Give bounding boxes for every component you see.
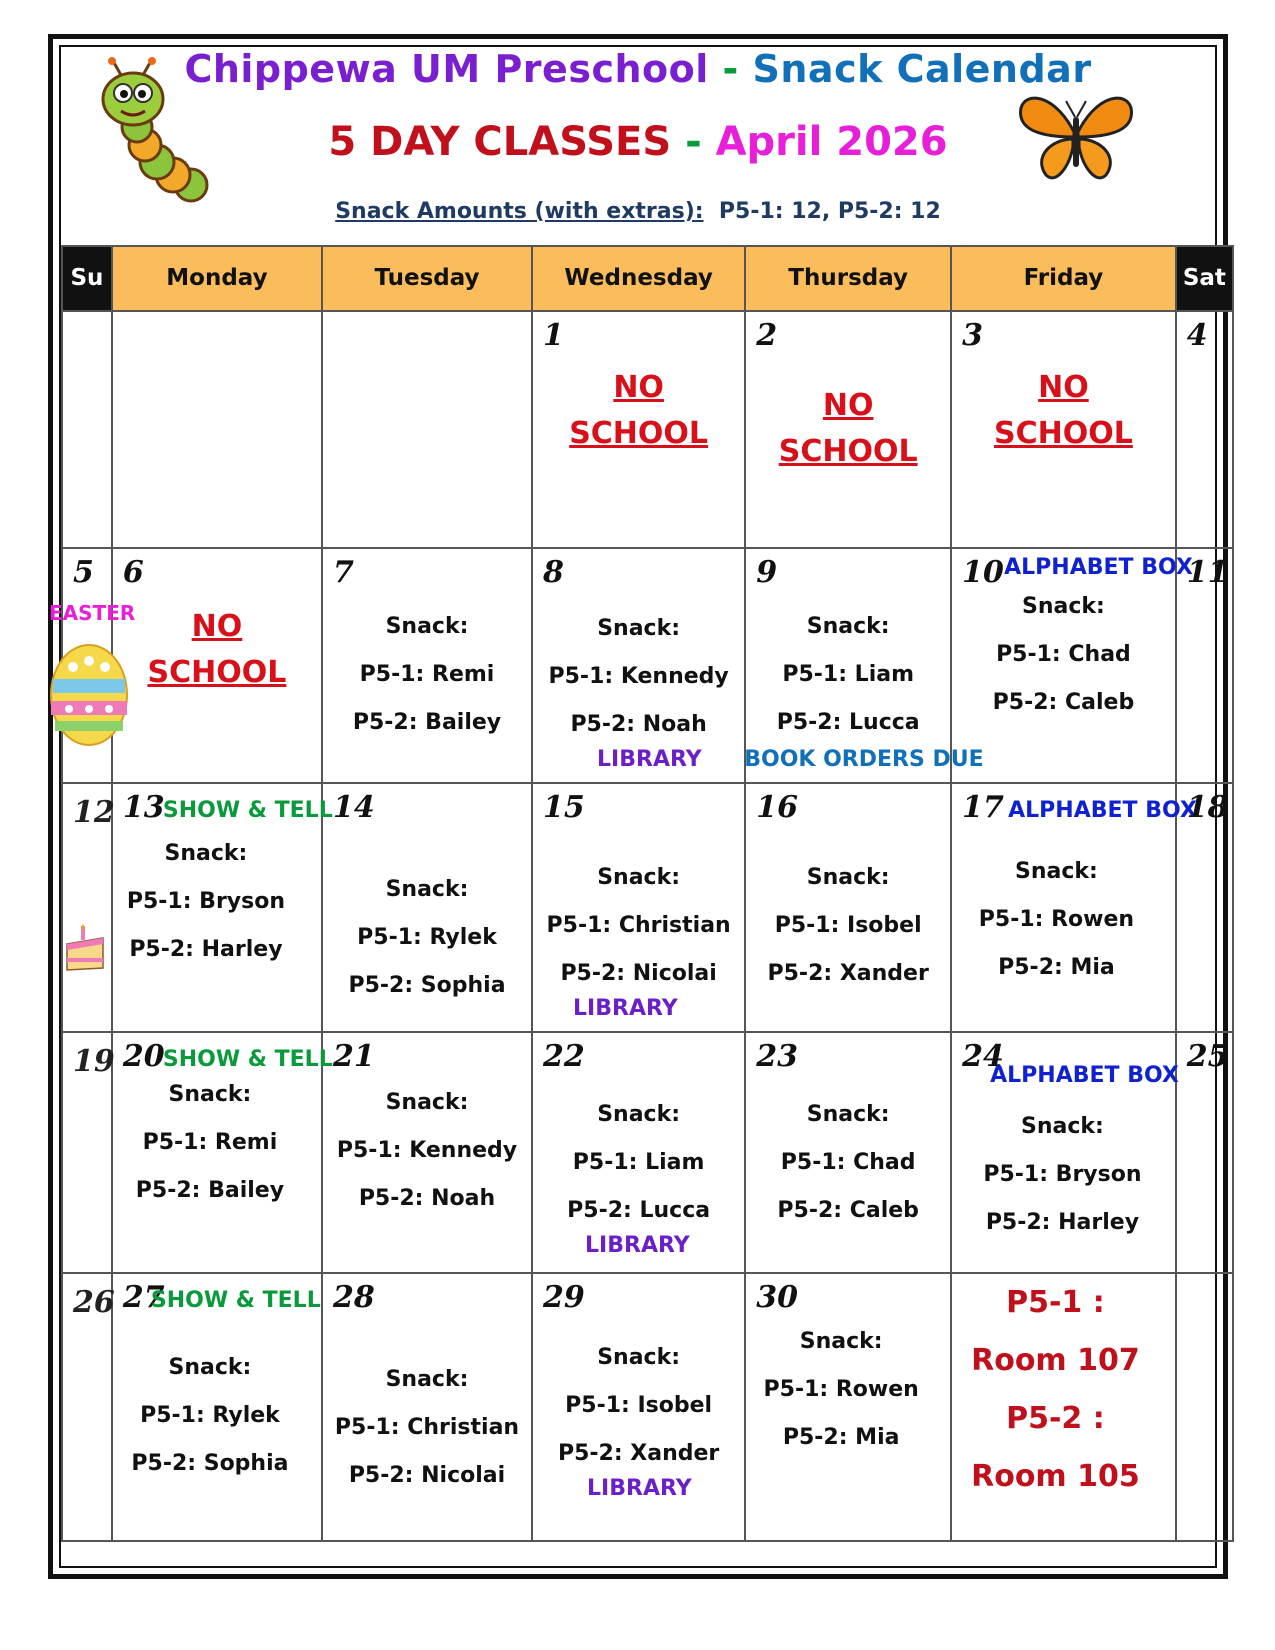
day-cell-10 bbox=[951, 548, 1193, 783]
snack-label: Snack: bbox=[597, 865, 681, 891]
snack-p5-2: P5-2: Harley bbox=[129, 937, 283, 963]
day-cell-16 bbox=[745, 783, 951, 1032]
snack-p5-2: P5-2: Bailey bbox=[135, 1178, 285, 1204]
easter-label: EASTER bbox=[49, 600, 136, 625]
day-cell-20 bbox=[112, 1032, 333, 1273]
day-number: 26 bbox=[73, 1285, 115, 1321]
day-header-tuesday: Tuesday bbox=[322, 246, 532, 311]
day-number: 15 bbox=[543, 790, 585, 826]
snack-p5-2: P5-2: Xander bbox=[557, 1441, 720, 1467]
cell-empty bbox=[322, 311, 532, 548]
title-separator: - bbox=[708, 47, 753, 91]
snack-p5-2: P5-2: Nicolai bbox=[348, 1463, 506, 1489]
day-number: 3 bbox=[962, 317, 983, 353]
day-header-sat: Sat bbox=[1176, 246, 1233, 311]
show-tell-label: SHOW & TELL bbox=[162, 1047, 333, 1073]
day-cell-23 bbox=[745, 1032, 951, 1273]
snack-p5-1: P5-1: Remi bbox=[359, 661, 495, 687]
day-header-wednesday: Wednesday bbox=[532, 246, 745, 311]
calendar-name: Snack Calendar bbox=[752, 47, 1092, 91]
library-label: LIBRARY bbox=[573, 996, 678, 1022]
snack-label: Snack: bbox=[164, 841, 248, 867]
snack-p5-1: P5-1: Isobel bbox=[565, 1393, 713, 1419]
show-tell-label: SHOW & TELL bbox=[162, 798, 333, 824]
no-school-no: NO bbox=[822, 387, 874, 423]
no-school-school: SCHOOL bbox=[569, 415, 709, 451]
day-number: 7 bbox=[332, 554, 354, 590]
day-cell-22 bbox=[532, 1032, 745, 1273]
day-cell-6 bbox=[112, 548, 322, 783]
day-number: 10 bbox=[962, 554, 1004, 590]
day-number: 22 bbox=[543, 1039, 585, 1075]
day-number: 11 bbox=[1186, 554, 1229, 590]
alphabet-box-label: ALPHABET BOX bbox=[1004, 554, 1193, 580]
snack-p5-1: P5-1: Christian bbox=[334, 1415, 520, 1441]
snack-label: Snack: bbox=[597, 615, 681, 641]
cell-empty bbox=[62, 311, 112, 548]
snack-p5-2: P5-2: Harley bbox=[985, 1210, 1140, 1236]
snack-label: Snack: bbox=[1015, 859, 1098, 885]
day-cell-2 bbox=[745, 311, 951, 548]
snack-p5-1: P5-1: Rowen bbox=[978, 907, 1135, 933]
day-cell-30 bbox=[745, 1273, 951, 1541]
snack-label: Snack: bbox=[385, 613, 469, 639]
snack-p5-2: P5-2: Lucca bbox=[776, 709, 920, 735]
day-header-monday: Monday bbox=[112, 246, 322, 311]
snack-p5-1: P5-1: Christian bbox=[546, 913, 731, 939]
amounts-label: Snack Amounts (with extras): bbox=[335, 199, 704, 224]
day-header-friday: Friday bbox=[951, 246, 1176, 311]
day-number: 12 bbox=[73, 795, 115, 831]
room-assignments bbox=[951, 1273, 1176, 1541]
room-p5-1-value: Room 107 bbox=[971, 1343, 1140, 1379]
snack-p5-2: P5-2: Bailey bbox=[352, 709, 502, 735]
day-number: 29 bbox=[543, 1280, 585, 1316]
day-cell-15 bbox=[532, 783, 745, 1032]
day-cell-24 bbox=[951, 1032, 1179, 1273]
snack-amounts bbox=[53, 199, 1223, 224]
day-number: 23 bbox=[756, 1039, 798, 1075]
day-number: 28 bbox=[332, 1280, 375, 1316]
snack-label: Snack: bbox=[799, 1329, 883, 1355]
school-name: Chippewa UM Preschool bbox=[184, 47, 709, 91]
snack-p5-1: P5-1: Kennedy bbox=[336, 1138, 518, 1164]
snack-label: Snack: bbox=[385, 877, 469, 903]
library-label: LIBRARY bbox=[587, 1476, 692, 1502]
day-number: 4 bbox=[1186, 317, 1208, 353]
snack-p5-1: P5-1: Rowen bbox=[763, 1377, 919, 1403]
snack-label: Snack: bbox=[597, 1102, 681, 1128]
library-label: LIBRARY bbox=[585, 1233, 690, 1259]
book-orders-label: BOOK ORDERS DUE bbox=[744, 746, 984, 772]
snack-p5-1: P5-1: Kennedy bbox=[548, 663, 729, 689]
room-p5-2-value: Room 105 bbox=[971, 1459, 1140, 1495]
no-school-school: SCHOOL bbox=[778, 433, 918, 469]
day-number: 25 bbox=[1186, 1039, 1229, 1075]
day-header-thursday: Thursday bbox=[745, 246, 951, 311]
no-school-no: NO bbox=[1038, 369, 1089, 405]
calendar-grid bbox=[49, 245, 1234, 1542]
day-number: 2 bbox=[756, 317, 778, 353]
classes-label: 5 DAY CLASSES bbox=[328, 119, 672, 165]
day-number: 30 bbox=[756, 1280, 798, 1316]
day-cell-1 bbox=[532, 311, 745, 548]
snack-p5-1: P5-1: Bryson bbox=[126, 889, 286, 915]
day-number: 1 bbox=[543, 317, 564, 353]
day-cell-11 bbox=[1176, 548, 1233, 783]
snack-p5-1: P5-1: Remi bbox=[142, 1130, 278, 1156]
library-label: LIBRARY bbox=[597, 746, 702, 772]
subtitle-separator: - bbox=[671, 119, 716, 165]
snack-p5-2: P5-2: Noah bbox=[570, 711, 707, 737]
day-cell-18 bbox=[1176, 783, 1233, 1032]
snack-label: Snack: bbox=[385, 1090, 469, 1116]
day-cell-14 bbox=[322, 783, 532, 1032]
snack-p5-1: P5-1: Rylek bbox=[140, 1403, 280, 1429]
day-number: 20 bbox=[122, 1039, 165, 1075]
day-cell-17 bbox=[951, 783, 1197, 1032]
day-number: 17 bbox=[962, 790, 1004, 826]
no-school-no: NO bbox=[613, 369, 664, 405]
day-number: 19 bbox=[73, 1044, 115, 1080]
day-header-su: Su bbox=[62, 246, 112, 311]
snack-p5-1: P5-1: Bryson bbox=[983, 1162, 1142, 1188]
day-cell-4 bbox=[1176, 311, 1233, 548]
day-number: 9 bbox=[756, 554, 778, 590]
snack-p5-2: P5-2: Xander bbox=[767, 961, 929, 987]
snack-label: Snack: bbox=[1022, 593, 1105, 619]
snack-p5-1: P5-1: Rylek bbox=[357, 925, 497, 951]
snack-p5-2: P5-2: Nicolai bbox=[560, 961, 717, 987]
amounts-value: P5-1: 12, P5-2: 12 bbox=[718, 199, 941, 224]
cell-empty bbox=[1176, 1273, 1233, 1541]
snack-p5-2: P5-2: Lucca bbox=[567, 1198, 711, 1224]
room-p5-2-label: P5-2 : bbox=[1006, 1401, 1105, 1437]
cell-empty bbox=[112, 311, 322, 548]
alphabet-box-label: ALPHABET BOX bbox=[990, 1063, 1179, 1089]
day-cell-13 bbox=[112, 783, 333, 1032]
snack-p5-2: P5-2: Caleb bbox=[777, 1198, 919, 1224]
title-line bbox=[53, 47, 1223, 91]
snack-label: Snack: bbox=[806, 865, 890, 891]
snack-p5-2: P5-2: Sophia bbox=[131, 1451, 289, 1477]
snack-p5-1: P5-1: Liam bbox=[782, 661, 914, 687]
subtitle-line bbox=[53, 119, 1223, 165]
snack-p5-2: P5-2: Sophia bbox=[348, 973, 506, 999]
snack-p5-2: P5-2: Mia bbox=[782, 1425, 900, 1451]
day-cell-29 bbox=[532, 1273, 745, 1541]
snack-p5-1: P5-1: Chad bbox=[780, 1150, 916, 1176]
day-number: 8 bbox=[543, 554, 564, 590]
snack-label: Snack: bbox=[806, 1102, 890, 1128]
snack-p5-1: P5-1: Isobel bbox=[774, 913, 922, 939]
day-cell-25 bbox=[1176, 1032, 1233, 1273]
snack-p5-2: P5-2: Noah bbox=[358, 1186, 496, 1212]
day-number: 13 bbox=[122, 790, 165, 826]
snack-p5-1: P5-1: Liam bbox=[572, 1150, 705, 1176]
snack-p5-2: P5-2: Caleb bbox=[992, 689, 1135, 715]
day-number: 5 bbox=[73, 554, 94, 590]
day-number: 14 bbox=[332, 790, 375, 826]
snack-label: Snack: bbox=[1021, 1114, 1104, 1140]
month-label: April 2026 bbox=[715, 119, 948, 165]
day-number: 24 bbox=[962, 1039, 1004, 1075]
calendar-frame bbox=[48, 34, 1228, 1579]
day-cell-21 bbox=[322, 1032, 532, 1273]
show-tell-label: SHOW & TELL bbox=[150, 1288, 321, 1314]
room-p5-1-label: P5-1 : bbox=[1006, 1285, 1105, 1321]
alphabet-box-label: ALPHABET BOX bbox=[1008, 798, 1197, 824]
day-cell-3 bbox=[951, 311, 1176, 548]
day-cell-27 bbox=[112, 1273, 322, 1541]
snack-label: Snack: bbox=[385, 1367, 469, 1393]
day-cell-28 bbox=[322, 1273, 532, 1541]
snack-p5-2: P5-2: Mia bbox=[998, 955, 1115, 981]
day-number: 18 bbox=[1186, 790, 1229, 826]
day-cell-8 bbox=[532, 548, 745, 783]
snack-label: Snack: bbox=[806, 613, 890, 639]
day-number: 21 bbox=[332, 1039, 375, 1075]
day-cell-5 bbox=[49, 548, 136, 783]
day-cell-7 bbox=[322, 548, 532, 783]
day-number: 16 bbox=[756, 790, 798, 826]
day-number: 6 bbox=[122, 554, 144, 590]
no-school-school: SCHOOL bbox=[994, 415, 1133, 451]
snack-p5-1: P5-1: Chad bbox=[996, 641, 1131, 667]
snack-label: Snack: bbox=[597, 1345, 681, 1371]
day-number: 27 bbox=[122, 1280, 165, 1316]
no-school-school: SCHOOL bbox=[147, 654, 287, 690]
snack-label: Snack: bbox=[168, 1355, 252, 1381]
snack-label: Snack: bbox=[168, 1082, 252, 1108]
no-school-no: NO bbox=[191, 608, 243, 644]
